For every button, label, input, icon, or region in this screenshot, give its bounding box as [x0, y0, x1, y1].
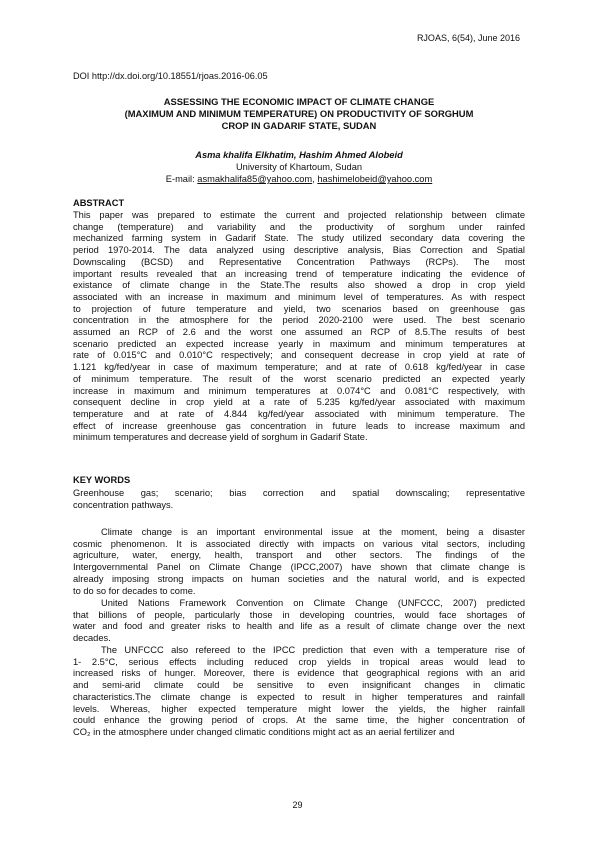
text-line: Greenhouse gas; scenario; bias correction and spatial downscaling; representative: [73, 488, 525, 498]
text-line: United Nations Framework Convention on Climate Change (UNFCCC, 2007) predicted: [101, 598, 525, 608]
text-line: minimum temperatures and decrease yield of sorghum in Gadarif State.: [73, 432, 368, 443]
abstract-heading: ABSTRACT: [73, 198, 125, 208]
text-line: Downscaling (BCSD) and Representative Concentration Pathways (RCPs). The most: [73, 256, 525, 267]
email-link-1[interactable]: asmakhalifa85@yahoo.com: [197, 174, 313, 184]
text-line: Climate change is an important environmental issue at the moment, being a disaster: [101, 527, 525, 537]
text-line: temperature and at rate of 4.844 kg/fed/year associated with minimum temperature. The: [73, 408, 525, 419]
email-label: E-mail:: [165, 174, 195, 184]
text-line: change (temperature) and variability and the productivity of sorghum under rainfed: [73, 221, 525, 232]
page-number: 29: [292, 800, 303, 810]
text-line: increase in maximum and minimum temperatures at 0.074°C and 0.081°C respectively, with: [73, 385, 525, 396]
text-line: 1.121 kg/fed/year in case of maximum temperature; and at rate of 0.618 kg/fed/year in case: [73, 362, 525, 373]
text-line: agriculture, water, energy, health, transport and other sectors. The findings of the: [73, 550, 525, 561]
text-line: increased risks of hunger. Moreover, there is evidence that geographical regions with an arid: [73, 668, 525, 679]
author-block: [73, 149, 525, 185]
text-line: associated with an increase in maximum and minimum level of temperatures. As with respect: [73, 291, 525, 302]
text-line: assumed an RCP of 2.6 and the worst one assumed an RCP of 8.5.The results of best: [73, 327, 525, 338]
paper-title: [73, 96, 525, 132]
text-line: concentration in the atmosphere for the period 2020-2100 were used. The best scenario: [73, 315, 525, 326]
text-line: mechanized farming system in Gadarif State. The study utilized secondary data covering the: [73, 233, 525, 244]
title-line: (MAXIMUM AND MINIMUM TEMPERATURE) ON PRODUCTIVITY OF SORGHUM: [124, 108, 474, 119]
text-line: levels. Whereas, higher expected temperature might lower the yields, the higher rainfall: [73, 703, 525, 714]
text-line: This paper was prepared to estimate the current and projected relationship between climate: [73, 210, 525, 220]
text-line: consequent decline in crop yield at a rate of 5.235 kg/fed/year associated with maximum: [73, 397, 525, 408]
text-line: scenario predicted an expected increase yearly in maximum and minimum temperatures at: [73, 338, 525, 349]
email-line: [73, 173, 525, 185]
title-line: CROP IN GADARIF STATE, SUDAN: [221, 120, 377, 131]
text-line: period 1970-2014. The data analyzed using descriptive analysis, Bias Correction and Spatial: [73, 245, 525, 256]
keywords-text: [73, 488, 525, 511]
text-line: that billions of people, particularly those in developing countries, would face shortages of: [73, 609, 525, 620]
affiliation: University of Khartoum, Sudan: [235, 162, 363, 172]
text-line: important results revealed that an increasing trend of temperature indicating the evidence of: [73, 268, 525, 279]
text-line: of minimum temperature. The result of the worst scenario predicted an expected yearly: [73, 373, 525, 384]
text-line: The UNFCCC also refereed to the IPCC prediction that even with a temperature rise of: [101, 645, 525, 655]
text-line: already imposing strong impacts on human societies and the natural world, and is expected: [73, 573, 525, 584]
email-separator: ,: [312, 174, 315, 184]
text-line: Intergovernmental Panel on Climate Change (IPCC,2007) have shown that climate change is: [73, 562, 525, 573]
text-line: 1- 2.5°C, serious effects including reduced crop yields in tropical areas would lead to: [73, 656, 525, 667]
body-paragraph-3: [73, 645, 525, 739]
text-line: and semi-arid climate could be sensitive to even insignificant changes in climatic: [73, 680, 525, 691]
text-line: effect of increase greenhouse gas concentration in future leads to increase maximum and: [73, 420, 525, 431]
text-line: rate of 0.015°C and 0.010°C respectively; and consequent decrease in crop yield at rate of: [73, 350, 525, 361]
text-line: water and food and greater risks to health and life as a result of climate change over the next: [73, 621, 525, 632]
text-line: to do so for decades to come.: [73, 585, 196, 596]
abstract-text: [73, 210, 525, 444]
text-line: to projection of future temperature and yield, two scenarios based on greenhouse gas: [73, 303, 525, 314]
body-paragraph-2: [73, 598, 525, 645]
body-paragraph-1: [73, 527, 525, 597]
text-line: decades.: [73, 633, 111, 644]
keywords-heading: KEY WORDS: [73, 475, 131, 485]
text-line: cosmic phenomenon. It is associated directly with impacts on various vital sectors, including: [73, 538, 525, 549]
author-names: Asma khalifa Elkhatim, Hashim Ahmed Alobeid: [195, 150, 403, 160]
text-line: concentration pathways.: [73, 499, 174, 510]
email-link-2[interactable]: hashimelobeid@yahoo.com: [317, 174, 433, 184]
doi-line: DOI http://dx.doi.org/10.18551/rjoas.2016-06.05: [73, 71, 268, 81]
text-line: existance of climate change in the State.The results also showed a drop in crop yield: [73, 280, 525, 291]
text-line: CO₂ in the atmosphere under changed climatic conditions might act as an aerial fertilizer and: [73, 726, 455, 737]
text-line: characteristics.The climate change is expected to result in higher temperatures and rainfall: [73, 691, 525, 702]
title-line: ASSESSING THE ECONOMIC IMPACT OF CLIMATE CHANGE: [163, 96, 435, 107]
text-line: could enhance the growing period of crops. At the same time, the higher concentration of: [73, 715, 525, 726]
journal-header: RJOAS, 6(54), June 2016: [416, 33, 520, 43]
